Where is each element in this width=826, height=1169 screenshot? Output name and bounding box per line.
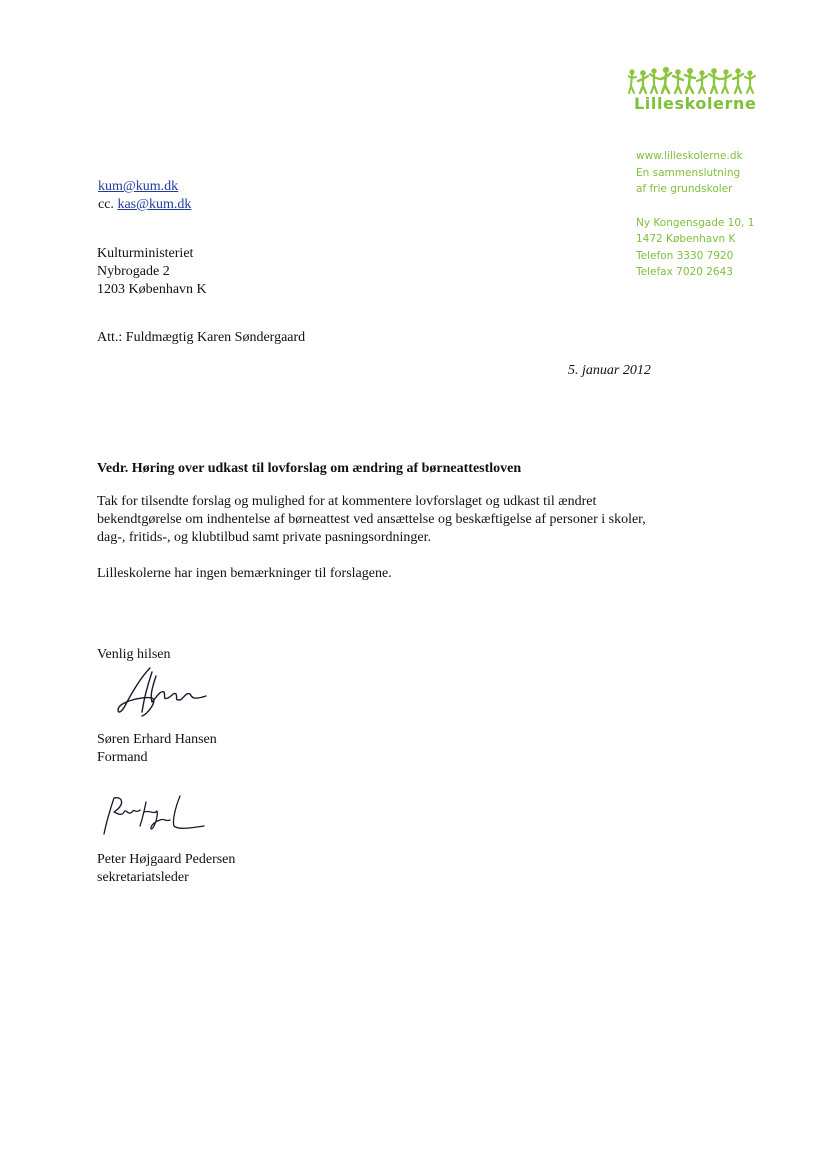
signatory-2-title: sekretariatsleder	[97, 870, 189, 885]
body-paragraph-2: Lilleskolerne har ingen bemærkninger til forslagene.	[97, 566, 392, 581]
cc-email-link[interactable]: kas@kum.dk	[117, 197, 192, 212]
letter-body	[97, 493, 667, 601]
closing-salutation: Venlig hilsen	[97, 647, 171, 662]
signature-2	[100, 790, 210, 845]
recipient-city: 1203 København K	[97, 282, 207, 297]
signature-1	[112, 662, 212, 725]
letter-date: 5. januar 2012	[568, 363, 651, 378]
recipient-address	[97, 245, 207, 299]
body-paragraph-1: Tak for tilsendte forslag og mulighed for at kommentere lovforslaget og udkast til ændret bekendtgørelse om indhentelse af børneattest ved ansættelse og beskæftigelse af personer i skoler, dag-, fritids-, og klubtilbud samt private pasningsordninger.	[97, 494, 646, 545]
recipient-street: Nybrogade 2	[97, 264, 170, 279]
to-email-link[interactable]: kum@kum.dk	[98, 179, 179, 194]
email-block	[98, 178, 191, 214]
cc-prefix: cc.	[98, 197, 114, 212]
recipient-name: Kulturministeriet	[97, 246, 194, 261]
sender-street: Ny Kongensgade 10, 1	[636, 216, 755, 229]
children-silhouettes-icon	[628, 66, 762, 94]
logo-name: Lilleskolerne	[634, 94, 757, 113]
signatory-2-name: Peter Højgaard Pedersen	[97, 852, 236, 867]
signatory-2	[97, 851, 235, 887]
sender-contact-block	[636, 148, 754, 281]
signatory-1-title: Formand	[97, 750, 148, 765]
sender-city: 1472 København K	[636, 233, 736, 245]
attention-line: Att.: Fuldmægtig Karen Søndergaard	[97, 330, 306, 345]
letter-subject: Vedr. Høring over udkast til lovforslag om ændring af børneattestloven	[97, 461, 522, 476]
sender-phone: Telefon 3330 7920	[636, 249, 734, 262]
sender-website: www.lilleskolerne.dk	[636, 150, 743, 162]
lilleskolerne-logo	[628, 66, 768, 113]
signatory-1-name: Søren Erhard Hansen	[97, 732, 217, 747]
signatory-1	[97, 731, 217, 767]
sender-tagline-1: En sammenslutning	[636, 166, 741, 179]
sender-fax: Telefax 7020 2643	[636, 266, 733, 278]
sender-tagline-2: af frie grundskoler	[636, 183, 733, 195]
